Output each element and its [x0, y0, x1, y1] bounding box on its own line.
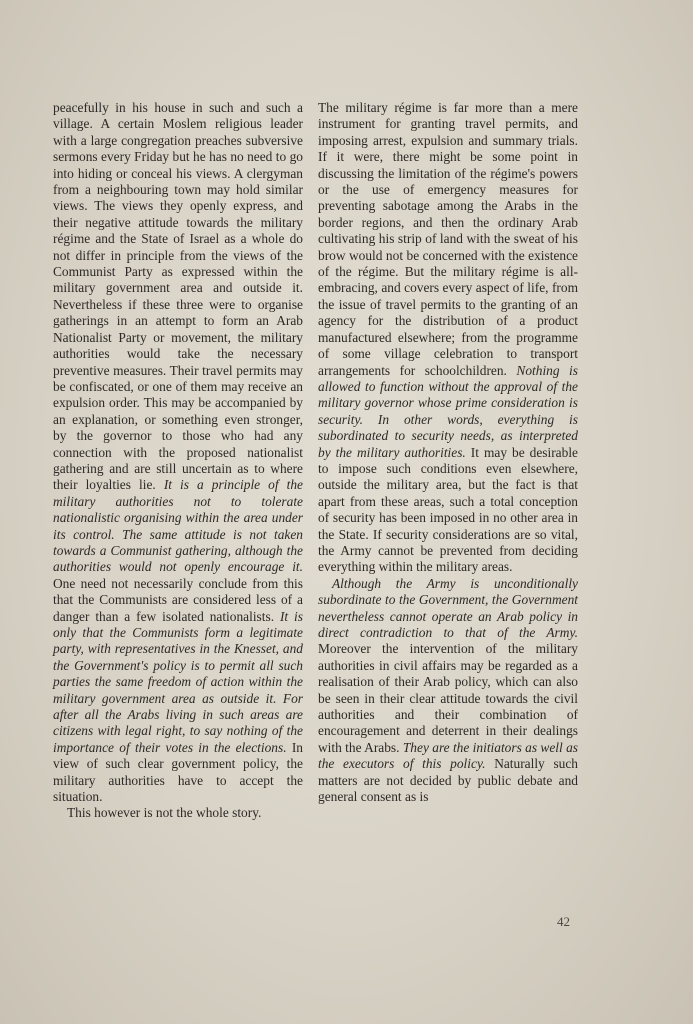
- body-text: The military régime is far more than a mere instrument for granting travel permits, and imposing arrest, expulsion and summary trials. If it were, there might be some point in discussing the limitation of the régime's powers or the use of emergency measures for preventing sabotage among the Arabs in the border regions, and then the ordinary Arab cultivating his strip of land with the sweat of his brow would not be concerned with the existence of the régime. But the military régime is all-embracing, and covers every aspect of life, from the issue of travel permits to the granting of an agency for the distribution of a product manufactured elsewhere; from the programme of some village celebration to transport arrangements for schoolchildren.: [318, 100, 578, 378]
- body-text: In view of such clear government policy, the military authorities have to accept the situation.: [53, 739, 303, 805]
- italic-text: Nothing is allowed to function without the approval of the military governor whose prime consideration is security. In other words, everything is subordinated to security needs, as interpreted by the military authorities.: [318, 362, 578, 460]
- paragraph: This however is not the whole story.: [67, 805, 262, 821]
- left-column: [53, 100, 303, 822]
- body-text: One need not necessarily conclude from this that the Communists are considered less of a danger than a few isolated nationalists.: [53, 575, 303, 624]
- paragraph: [318, 100, 578, 576]
- right-column: [318, 100, 578, 805]
- paragraph: [318, 576, 578, 806]
- italic-text: They are the initiators as well as the executors of this policy.: [318, 739, 578, 772]
- body-text: Naturally such matters are not decided by public debate and general consent as is: [318, 756, 578, 805]
- paragraph: [53, 100, 303, 805]
- italic-text: It is only that the Communists form a legitimate party, with representatives in the Knesset, and the Government's policy is to permit all such parties the same freedom of action within the military government area as outside it. For after all the Arabs living in such areas are citizens with legal right, to say nothing of the importance of their votes in the elections.: [53, 608, 303, 755]
- page-number: 42: [557, 914, 570, 929]
- body-text: It may be desirable to impose such conditions even elsewhere, outside the military area, but the fact is that apart from these areas, such a total conception of security has been imposed in no other area in the State. If security considerations are so vital, the Army cannot be prevented from deciding everything within the military areas.: [318, 444, 578, 575]
- italic-text: Although the Army is unconditionally subordinate to the Government, the Government nevertheless cannot operate an Arab policy in direct contradiction to that of the Army.: [318, 575, 578, 640]
- italic-text: It is a principle of the military authorities not to tolerate nationalistic organising within the area under its control. The same attitude is not taken towards a Communist gathering, although the authorities would not openly encourage it.: [53, 477, 303, 575]
- body-text: peacefully in his house in such and such a village. A certain Moslem religious leader with a large congregation preaches subversive sermons every Friday but he has no need to go into hiding or conceal his views. A clergyman from a neighbouring town may hold similar views. The views they openly express, and their negative attitude towards the military régime and the State of Israel as a whole do not differ in principle from the views of the Communist Party as expressed within the military government area and outside it. Nevertheless if these three were to organise gatherings in an attempt to form an Arab Nationalist Party or movement, the military authorities would take the necessary preventive measures. Their travel permits may be confiscated, or one of them may receive an expulsion order. This may be accompanied by an explanation, or something even stronger, by the governor to those who had any connection with the proposed nationalist gathering and are still uncertain as to where their loyalties lie.: [53, 100, 303, 493]
- body-text: Moreover the intervention of the military authorities in civil affairs may be regarded as a realisation of their Arab policy, which can also be seen in their clear attitude towards the civil authorities and their combination of encouragement and deterrent in their dealings with the Arabs.: [318, 641, 578, 755]
